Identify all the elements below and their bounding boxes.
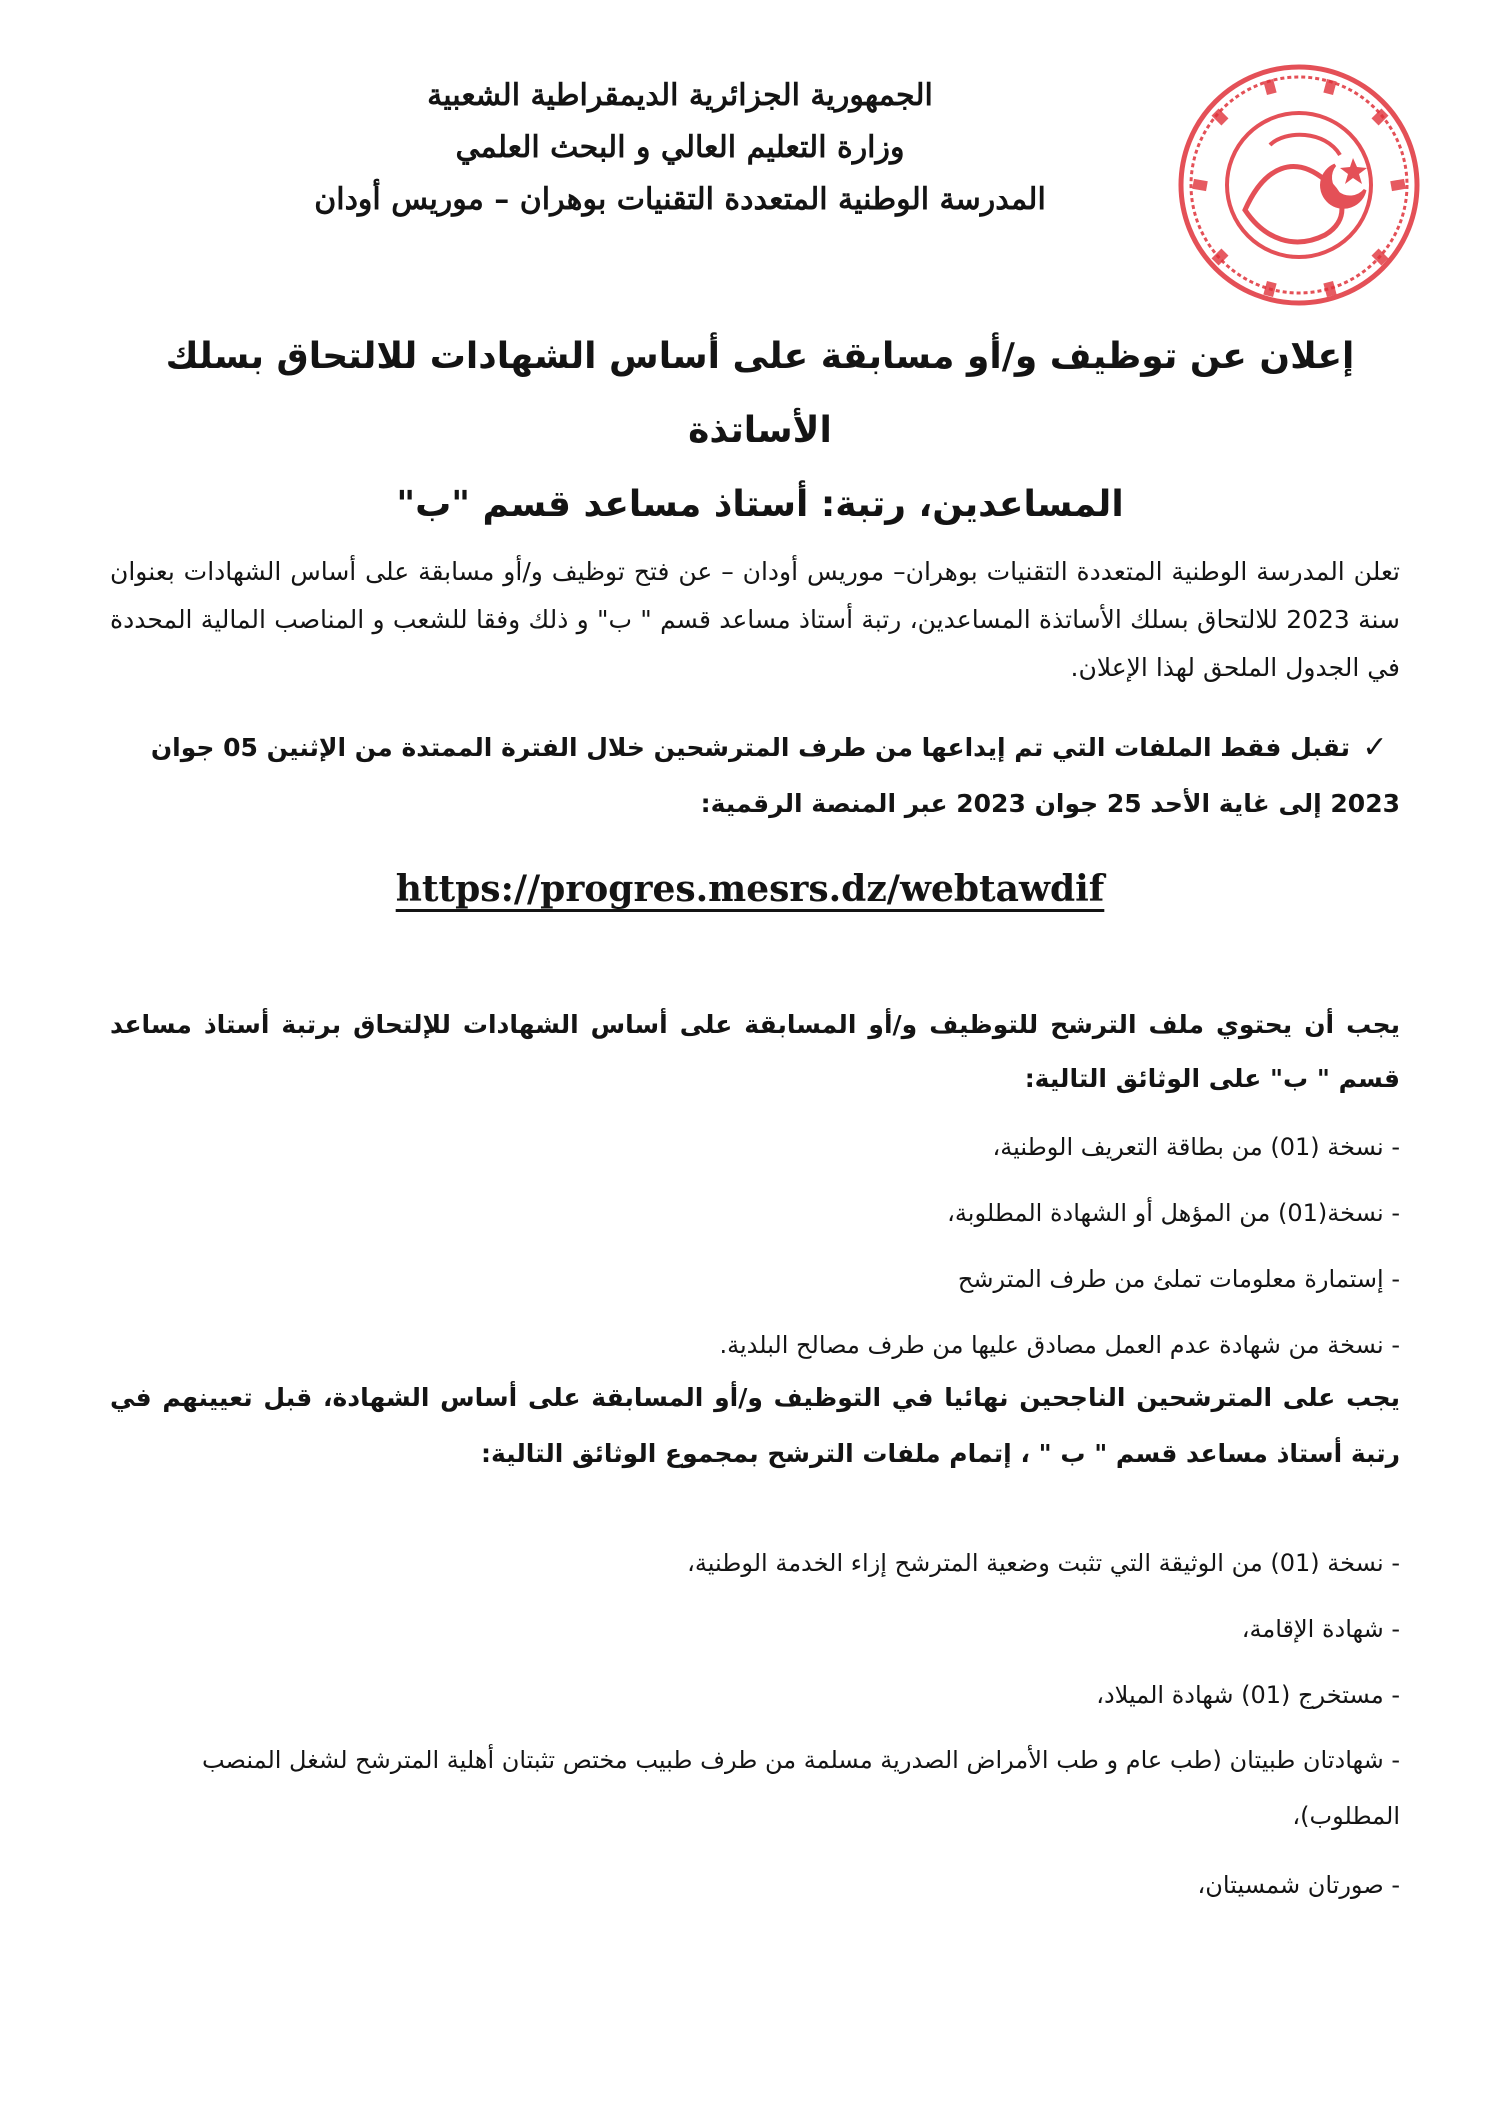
deadline-item bbox=[110, 720, 1400, 832]
list-item: - شهادة الإقامة، bbox=[1241, 1615, 1400, 1643]
official-seal-icon bbox=[1175, 60, 1423, 310]
list-item: - إستمارة معلومات تملئ من طرف المترشح bbox=[957, 1265, 1400, 1293]
final-requirements-paragraph: يجب على المترشحين الناجحين نهائيا في التوظيف و/أو المسابقة على أساس الشهادة، قبل تعيينهم في رتبة أستاذ مساعد قسم " ب " ، إتمام ملفات الترشح بمجموع الوثائق التالية: bbox=[110, 1383, 1400, 1468]
republic-name: الجمهورية الجزائرية الديمقراطية الشعبية bbox=[427, 78, 933, 113]
list-item: - نسخة(01) من المؤهل أو الشهادة المطلوبة، bbox=[947, 1199, 1400, 1227]
intro-paragraph: تعلن المدرسة الوطنية المتعددة التقنيات بوهران– موريس أودان – عن فتح توظيف و/أو مسابقة على أساس الشهادات بعنوان سنة 2023 للالتحاق بسلك الأساتذة المساعدين، رتبة أستاذ مساعد قسم " ب" و ذلك وفقا للشعب و المناصب المالية المحددة في الجدول الملحق لهذا الإعلان. bbox=[110, 557, 1400, 682]
list-item: - مستخرج (01) شهادة الميلاد، bbox=[1096, 1681, 1400, 1709]
list-item: - شهادتان طبيتان (طب عام و طب الأمراض الصدرية مسلمة من طرف طبيب مختص تثبتان أهلية المترشح لشغل المنصب المطلوب)، bbox=[201, 1746, 1400, 1830]
list-item: - نسخة (01) من بطاقة التعريف الوطنية، bbox=[992, 1133, 1400, 1161]
list-item: - نسخة (01) من الوثيقة التي تثبت وضعية المترشح إزاء الخدمة الوطنية، bbox=[687, 1549, 1400, 1577]
required-documents-list bbox=[110, 1114, 1400, 1378]
deadline-text: تقبل فقط الملفات التي تم إيداعها من طرف المترشحين خلال الفترة الممتدة من الإثنين 05 جوان 2023 إلى غاية الأحد 25 جوان 2023 عبر المنصة الرقمية: bbox=[150, 733, 1400, 818]
letterhead bbox=[200, 70, 1160, 226]
checkmark-icon: ✓ bbox=[1362, 730, 1388, 765]
list-item: - صورتان شمسيتان، bbox=[1197, 1871, 1400, 1899]
ministry-name: وزارة التعليم العالي و البحث العلمي bbox=[455, 130, 905, 165]
list-item: - نسخة من شهادة عدم العمل مصادق عليها من طرف مصالح البلدية. bbox=[719, 1331, 1400, 1359]
school-name: المدرسة الوطنية المتعددة التقنيات بوهران – موريس أودان bbox=[314, 182, 1046, 217]
announcement-title bbox=[150, 320, 1370, 542]
title-line-1: إعلان عن توظيف و/أو مسابقة على أساس الشهادات للالتحاق بسلك الأساتذة bbox=[165, 336, 1355, 451]
platform-link[interactable]: https://progres.mesrs.dz/webtawdif bbox=[395, 868, 1105, 910]
file-requirements-paragraph: يجب أن يحتوي ملف الترشح للتوظيف و/أو المسابقة على أساس الشهادات للإلتحاق برتبة أستاذ مساعد قسم " ب" على الوثائق التالية: bbox=[110, 1010, 1400, 1093]
final-documents-list bbox=[110, 1530, 1400, 1916]
title-line-2: المساعدين، رتبة: أستاذ مساعد قسم "ب" bbox=[396, 484, 1124, 525]
